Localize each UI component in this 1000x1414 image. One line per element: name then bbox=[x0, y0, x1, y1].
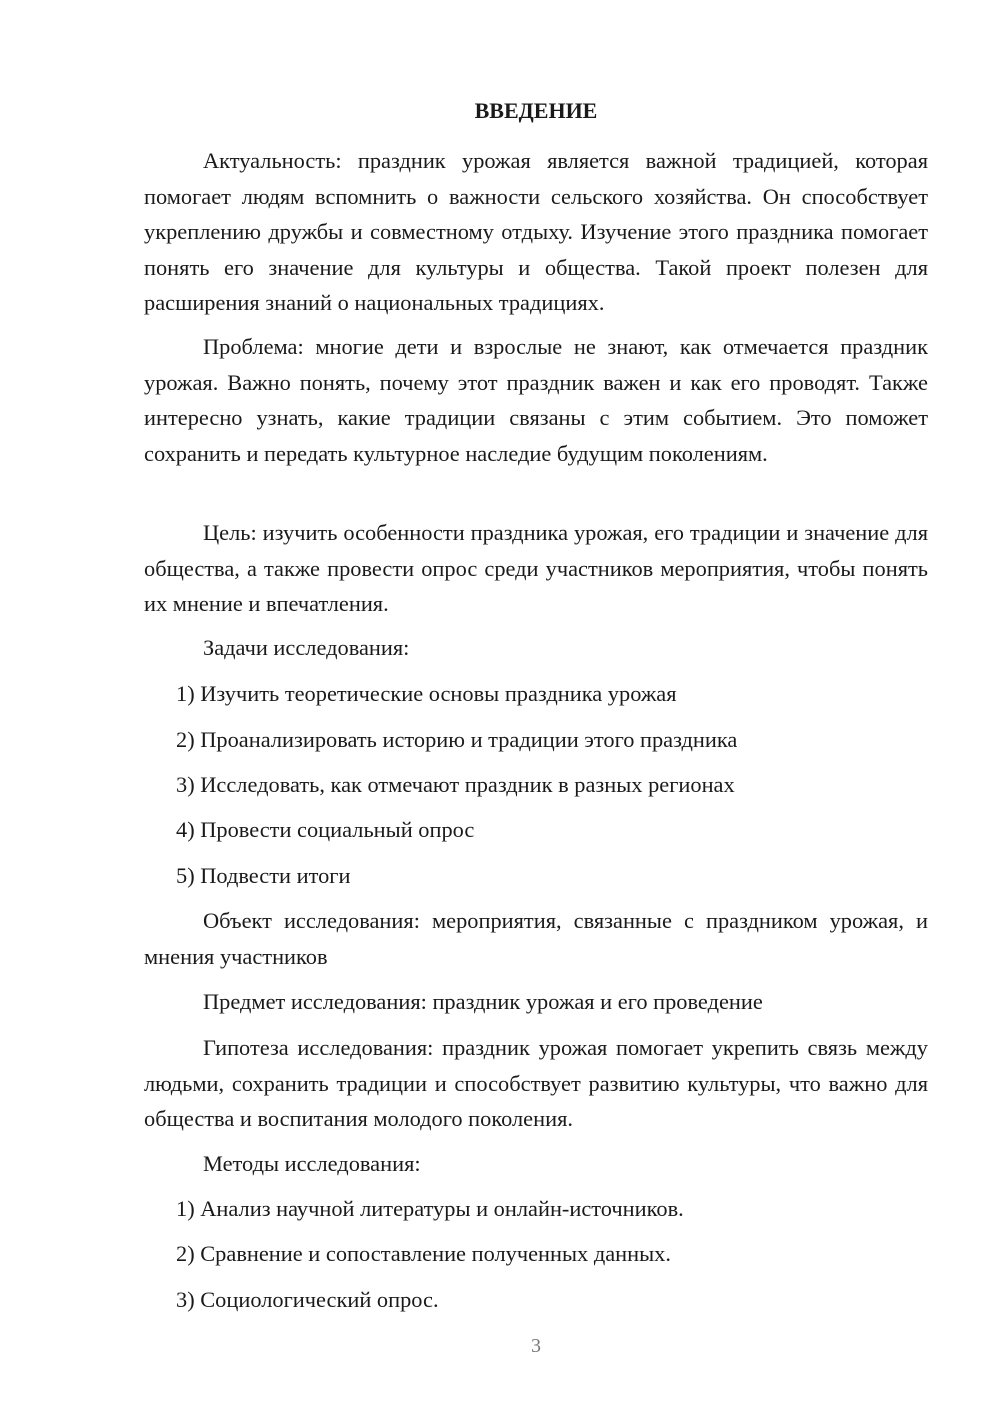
method-item: 2) Сравнение и сопоставление полученных данных. bbox=[176, 1241, 671, 1266]
object-paragraph: Объект исследования: мероприятия, связанные с праздником урожая, и мнения участников bbox=[144, 908, 928, 969]
actuality-paragraph: Актуальность: праздник урожая является важной традицией, которая помогает людям вспомнить о важности сельского хозяйства. Он способствует укреплению дружбы и совместному отдыху. Изучение этого праздника помогает понять его значение для культуры и общества. Такой проект полезен для расширения знаний о национальных традициях. bbox=[144, 148, 928, 315]
task-item: 2) Проанализировать историю и традиции этого праздника bbox=[176, 727, 738, 752]
section-title: ВВЕДЕНИЕ bbox=[474, 98, 598, 123]
hypothesis-paragraph: Гипотеза исследования: праздник урожая помогает укрепить связь между людьми, сохранить традиции и способствует развитию культуры, что важно для общества и воспитания молодого поколения. bbox=[144, 1035, 928, 1131]
subject-paragraph: Предмет исследования: праздник урожая и его проведение bbox=[203, 989, 763, 1014]
page-number: 3 bbox=[531, 1335, 541, 1357]
tasks-heading: Задачи исследования: bbox=[203, 635, 410, 660]
task-item: 1) Изучить теоретические основы праздника урожая bbox=[176, 681, 677, 706]
task-item: 3) Исследовать, как отмечают праздник в разных регионах bbox=[176, 772, 735, 797]
task-item: 4) Провести социальный опрос bbox=[176, 817, 475, 842]
methods-heading: Методы исследования: bbox=[203, 1151, 421, 1176]
method-item: 3) Социологический опрос. bbox=[176, 1287, 439, 1312]
goal-paragraph: Цель: изучить особенности праздника урожая, его традиции и значение для общества, а также провести опрос среди участников мероприятия, чтобы понять их мнение и впечатления. bbox=[144, 520, 928, 616]
problem-paragraph: Проблема: многие дети и взрослые не знают, как отмечается праздник урожая. Важно понять, почему этот праздник важен и как его проводят. Также интересно узнать, какие традиции связаны с этим событием. Это поможет сохранить и передать культурное наследие будущим поколениям. bbox=[144, 334, 928, 466]
method-item: 1) Анализ научной литературы и онлайн-источников. bbox=[176, 1196, 684, 1221]
task-item: 5) Подвести итоги bbox=[176, 863, 351, 888]
